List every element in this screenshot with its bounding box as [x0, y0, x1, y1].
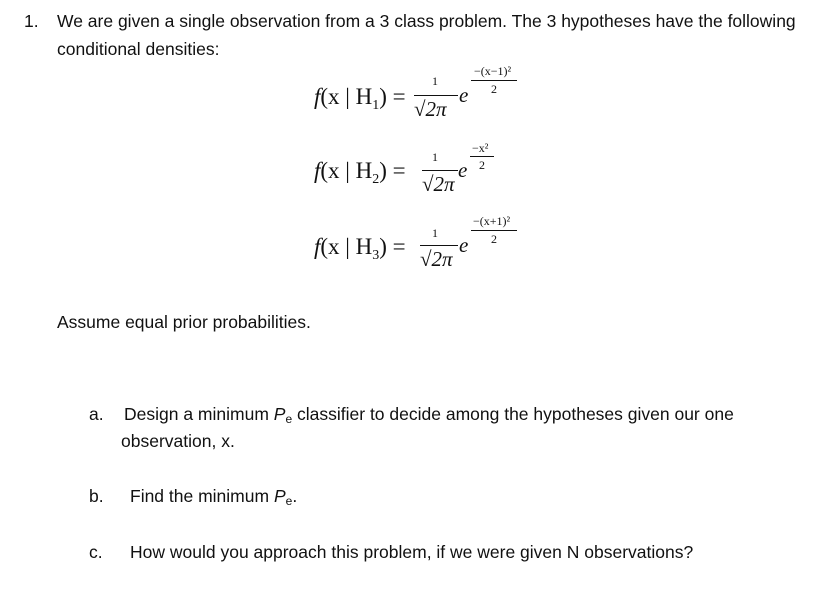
equation-h2-denominator: √2π: [422, 172, 455, 196]
equation-h2-base: e: [458, 158, 468, 182]
equation-h3-denominator: √2π: [420, 247, 453, 271]
problem-intro-line2: conditional densities:: [57, 39, 220, 59]
problem-intro-line1: We are given a single observation from a 3 class problem. The 3 hypotheses have the following: [57, 11, 796, 31]
equation-h3-base: e: [459, 233, 469, 257]
equation-h1-exp-numerator: −(x−1)²: [474, 64, 512, 78]
part-a-line1: Design a minimum $P_e$ classifier to decide among the hypotheses given our one: [124, 404, 734, 426]
equation-h2-fraction-bar: [422, 170, 458, 171]
equation-h2-exp-denominator: 2: [479, 158, 485, 172]
part-a-line2: observation, x.: [121, 431, 235, 451]
equation-h2-exp-bar: [470, 156, 494, 157]
part-c-label: c.: [89, 542, 103, 562]
equation-h1-lhs: f(x | $H_1$) =: [314, 84, 406, 113]
assumption-text: Assume equal prior probabilities.: [57, 312, 311, 332]
equation-h1-exp-denominator: 2: [491, 82, 497, 96]
equation-h3-exp-bar: [471, 230, 517, 231]
part-b-text: Find the minimum $P_e$.: [130, 486, 298, 508]
equation-h2-lhs: f(x | $H_2$) =: [314, 158, 406, 187]
equation-h1-base: e: [459, 83, 469, 107]
equation-h3-exp-denominator: 2: [491, 232, 497, 246]
equation-h2-numerator: 1: [432, 150, 438, 164]
equation-h1-fraction-bar: [414, 95, 458, 96]
problem-number: 1.: [24, 11, 39, 31]
part-a-label: a.: [89, 404, 104, 424]
equation-h3-exp-numerator: −(x+1)²: [473, 214, 511, 228]
equation-h2-exp-numerator: −x²: [472, 141, 489, 155]
part-c-text: How would you approach this problem, if we were given N observations?: [130, 542, 694, 562]
equation-h1-numerator: 1: [432, 74, 438, 88]
equation-h3-fraction-bar: [420, 245, 458, 246]
equation-h1-exp-bar: [471, 80, 517, 81]
equation-h1-denominator: √2π: [414, 97, 447, 121]
part-b-label: b.: [89, 486, 104, 506]
equation-h3-lhs: f(x | $H_3$) =: [314, 234, 406, 263]
equation-h3-numerator: 1: [432, 226, 438, 240]
